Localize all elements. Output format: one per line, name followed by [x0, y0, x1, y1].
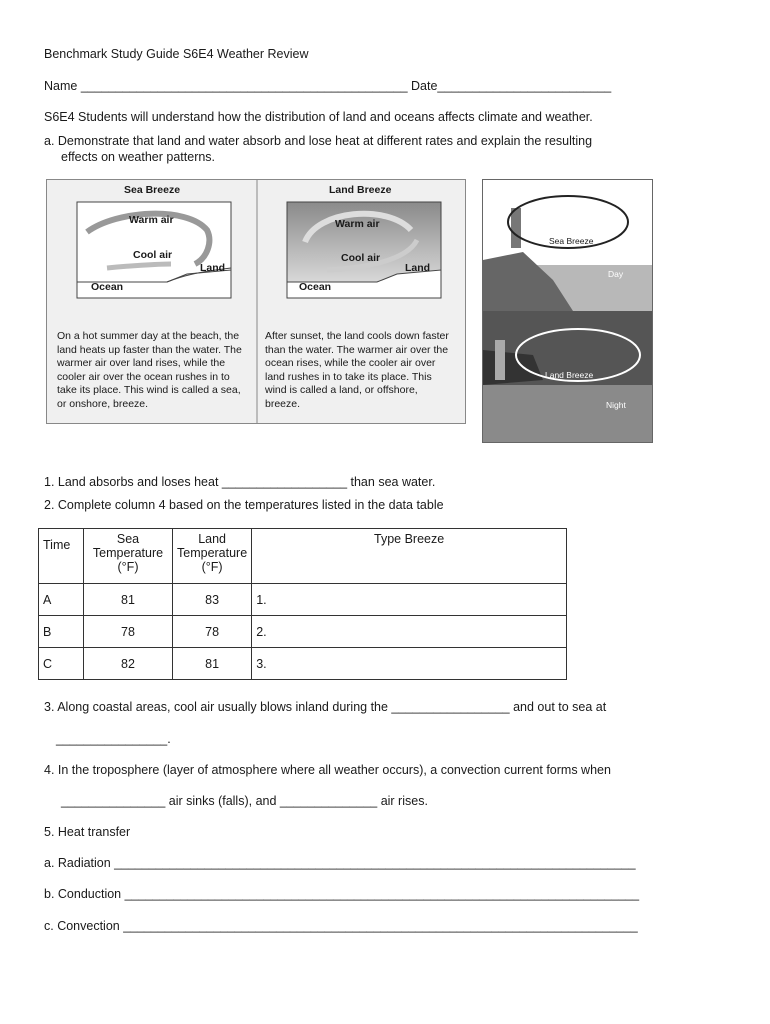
question-3-line1: 3. Along coastal areas, cool air usually blows inland during the _________________ and out to sea at — [44, 700, 607, 714]
row-time: C — [39, 648, 84, 680]
row-time: A — [39, 584, 84, 616]
row-answer: 1. — [252, 584, 567, 616]
breeze-diagram — [46, 179, 466, 424]
row-land-temp: 78 — [173, 616, 252, 648]
row-land-temp: 81 — [173, 648, 252, 680]
sea-warm-air-label: Warm air — [129, 214, 174, 226]
land-cool-air-label: Cool air — [341, 252, 381, 264]
question-5: 5. Heat transfer — [44, 825, 131, 839]
sea-cool-air-label: Cool air — [133, 249, 173, 261]
worksheet-title: Benchmark Study Guide S6E4 Weather Review — [44, 47, 309, 61]
question-5a: a. Radiation ___________________________________________________________________________ — [44, 856, 636, 870]
question-2: 2. Complete column 4 based on the temperatures listed in the data table — [44, 498, 444, 512]
row-sea-temp: 78 — [84, 616, 173, 648]
photo-night-caption: Night — [606, 400, 626, 410]
sea-breeze-text: On a hot summer day at the beach, the land heats up faster than the water. The warmer air over land rises, while the cooler air over the ocean rushes in to take its place. This wind is called a sea, or onshore, breeze. — [57, 330, 242, 410]
photo-land-breeze-label: Land Breeze — [545, 370, 594, 380]
sea-ocean-label: Ocean — [91, 281, 124, 293]
data-table — [38, 528, 567, 680]
photo-day-caption: Day — [608, 269, 624, 279]
standard-statement: S6E4 Students will understand how the distribution of land and oceans affects climate and weather. — [44, 110, 593, 124]
header-type-breeze: Type Breeze — [252, 529, 567, 584]
breeze-photo — [482, 179, 653, 443]
question-4-line2: _______________ air sinks (falls), and ______________ air rises. — [61, 794, 428, 808]
row-answer: 3. — [252, 648, 567, 680]
header-land-line2: Temperature — [177, 546, 248, 560]
question-5c: c. Convection __________________________________________________________________________ — [44, 919, 638, 933]
land-breeze-caption: Land Breeze — [329, 184, 392, 196]
row-time: B — [39, 616, 84, 648]
row-sea-temp: 82 — [84, 648, 173, 680]
header-time: Time — [39, 529, 84, 584]
table-header-row — [39, 529, 567, 584]
photo-sea-breeze-label: Sea Breeze — [549, 236, 594, 246]
question-1: 1. Land absorbs and loses heat __________________ than sea water. — [44, 475, 436, 489]
header-land-line3: (°F) — [201, 560, 223, 574]
table-row — [39, 584, 567, 616]
header-land-line1: Land — [198, 532, 226, 546]
table-row — [39, 648, 567, 680]
header-sea-line1: Sea — [116, 532, 140, 546]
question-4-line1: 4. In the troposphere (layer of atmosphere where all weather occurs), a convection current forms when — [44, 763, 611, 777]
row-land-temp: 83 — [173, 584, 252, 616]
header-sea-temp — [84, 529, 173, 584]
land-breeze-text: After sunset, the land cools down faster than the water. The warmer air over the ocean rises, while the cooler air over land rushes in to take its place. This wind is called a land, or offshore, breeze. — [265, 330, 449, 410]
table-row — [39, 616, 567, 648]
land-warm-air-label: Warm air — [335, 218, 380, 230]
element-a-line2: effects on weather patterns. — [61, 150, 216, 164]
sea-breeze-caption: Sea Breeze — [124, 184, 181, 196]
element-a-line1: a. Demonstrate that land and water absorb and lose heat at different rates and explain the resulting — [44, 134, 593, 148]
header-sea-line3: (°F) — [117, 560, 139, 574]
header-sea-line2: Temperature — [92, 546, 164, 560]
header-land-temp — [173, 529, 252, 584]
question-5b: b. Conduction __________________________________________________________________________ — [44, 887, 640, 901]
row-sea-temp: 81 — [84, 584, 173, 616]
name-date-line: Name _______________________________________________ Date_________________________ — [44, 79, 612, 93]
question-3-line2: ________________. — [56, 732, 171, 746]
land-land-label: Land — [405, 262, 431, 274]
row-answer: 2. — [252, 616, 567, 648]
land-ocean-label: Ocean — [299, 281, 332, 293]
sea-land-label: Land — [200, 262, 226, 274]
